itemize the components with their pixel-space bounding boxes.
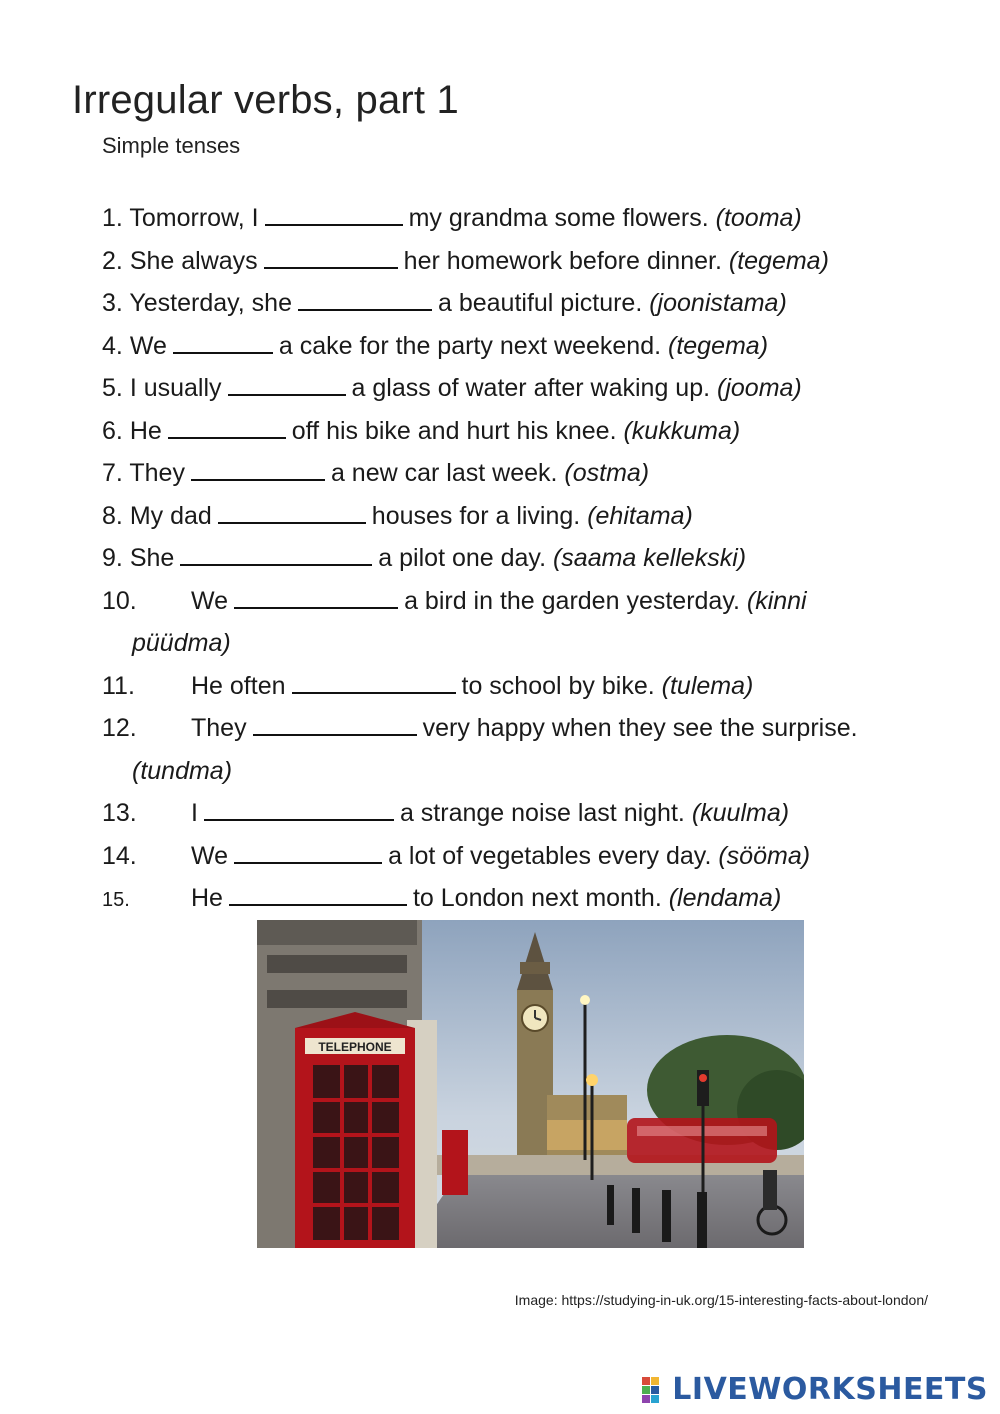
verb-hint: (jooma) bbox=[717, 374, 802, 402]
exercise-number: 11. bbox=[102, 671, 135, 700]
answer-blank[interactable] bbox=[173, 330, 273, 354]
exercise-item bbox=[102, 367, 942, 410]
exercise-text-before: We bbox=[191, 841, 229, 870]
exercise-number: 6. bbox=[102, 416, 123, 445]
verb-hint: (lendama) bbox=[668, 884, 782, 912]
exercise-text-before: She bbox=[129, 544, 175, 572]
exercise-number: 10. bbox=[102, 586, 137, 615]
exercise-item bbox=[102, 835, 942, 878]
exercise-text-after: a strange noise last night. bbox=[399, 799, 685, 827]
verb-hint: (ehitama) bbox=[587, 501, 693, 530]
exercise-list bbox=[102, 197, 942, 922]
exercise-item bbox=[102, 792, 942, 835]
answer-blank[interactable] bbox=[180, 542, 372, 566]
answer-blank[interactable] bbox=[234, 585, 398, 609]
exercise-text-after: a bird in the garden yesterday. bbox=[404, 586, 740, 615]
answer-blank[interactable] bbox=[292, 670, 456, 694]
exercise-text-before: Yesterday, she bbox=[129, 289, 292, 317]
exercise-item bbox=[102, 707, 942, 792]
verb-hint: (sööma) bbox=[718, 841, 811, 870]
exercise-item bbox=[102, 495, 942, 538]
answer-blank[interactable] bbox=[265, 202, 403, 226]
verb-hint: (joonistama) bbox=[649, 289, 787, 317]
exercise-text-before: We bbox=[191, 586, 229, 615]
exercise-text-after: houses for a living. bbox=[371, 501, 581, 530]
verb-hint: (saama kellekski) bbox=[552, 544, 747, 572]
exercise-number: 4. bbox=[102, 331, 123, 360]
exercise-item bbox=[102, 197, 942, 240]
exercise-number: 9. bbox=[102, 544, 123, 572]
exercise-number: 14. bbox=[102, 841, 137, 870]
exercise-text-before: They bbox=[191, 714, 247, 742]
exercise-text-before: He bbox=[191, 884, 223, 912]
exercise-text-after: a new car last week. bbox=[330, 459, 558, 487]
answer-blank[interactable] bbox=[228, 372, 346, 396]
exercise-text-after: a cake for the party next weekend. bbox=[278, 331, 662, 360]
exercise-text-after: very happy when they see the surprise. bbox=[422, 714, 858, 742]
exercise-number: 8. bbox=[102, 501, 123, 530]
telephone-sign: TELEPHONE bbox=[318, 1040, 392, 1054]
exercise-item bbox=[102, 282, 942, 325]
liveworksheets-logo bbox=[642, 1372, 988, 1407]
exercise-text-before: My dad bbox=[129, 501, 212, 530]
exercise-text-after: a glass of water after waking up. bbox=[351, 374, 711, 402]
exercise-item bbox=[102, 325, 942, 368]
exercise-text-after: a lot of vegetables every day. bbox=[388, 841, 712, 870]
exercise-number: 2. bbox=[102, 246, 123, 275]
answer-blank[interactable] bbox=[234, 840, 382, 864]
small-telephone-box bbox=[442, 1130, 468, 1195]
answer-blank[interactable] bbox=[191, 457, 325, 481]
exercise-text-after: a pilot one day. bbox=[378, 544, 547, 572]
answer-blank[interactable] bbox=[253, 712, 417, 736]
verb-hint: (ostma) bbox=[564, 459, 650, 487]
exercise-item bbox=[102, 452, 942, 495]
exercise-text-before: She always bbox=[129, 246, 258, 275]
exercise-text-after: a beautiful picture. bbox=[437, 289, 643, 317]
exercise-text-after: my grandma some flowers. bbox=[408, 204, 709, 232]
verb-hint: (kuulma) bbox=[691, 799, 790, 827]
exercise-text-before: I usually bbox=[129, 374, 222, 402]
exercise-text-before: They bbox=[129, 459, 185, 487]
exercise-text-after: to school by bike. bbox=[461, 671, 655, 700]
exercise-text-before: I bbox=[191, 799, 198, 827]
answer-blank[interactable] bbox=[204, 797, 394, 821]
exercise-item bbox=[102, 240, 942, 283]
exercise-number: 3. bbox=[102, 289, 123, 317]
image-credit: Image: https://studying-in-uk.org/15-interesting-facts-about-london/ bbox=[514, 1292, 928, 1308]
exercise-item bbox=[102, 665, 942, 708]
exercise-number: 13. bbox=[102, 799, 137, 827]
exercise-item bbox=[102, 580, 942, 665]
exercise-number: 15. bbox=[102, 889, 130, 911]
exercise-text-before: Tomorrow, I bbox=[129, 204, 259, 232]
answer-blank[interactable] bbox=[298, 287, 432, 311]
liveworksheets-logo-icon bbox=[642, 1377, 668, 1403]
exercise-item bbox=[102, 410, 942, 453]
exercise-text-after: her homework before dinner. bbox=[403, 246, 722, 275]
brand-name: LIVEWORKSHEETS bbox=[672, 1372, 988, 1407]
verb-hint-continuation: püüdma) bbox=[132, 629, 231, 657]
verb-hint: (kukkuma) bbox=[623, 416, 741, 445]
exercise-text-before: We bbox=[129, 331, 167, 360]
verb-hint: (tulema) bbox=[661, 671, 754, 700]
verb-hint: (kinni bbox=[746, 586, 807, 615]
verb-hint-continuation: (tundma) bbox=[132, 756, 233, 785]
verb-hint: (tegema) bbox=[668, 331, 769, 360]
worksheet-title: Irregular verbs, part 1 bbox=[72, 78, 459, 122]
worksheet-subtitle: Simple tenses bbox=[102, 133, 241, 158]
answer-blank[interactable] bbox=[229, 882, 407, 906]
exercise-text-before: He bbox=[129, 416, 162, 445]
verb-hint: (tooma) bbox=[715, 204, 802, 232]
london-street-photo bbox=[257, 920, 804, 1248]
exercise-item bbox=[102, 537, 942, 580]
exercise-number: 5. bbox=[102, 374, 123, 402]
exercise-number: 12. bbox=[102, 714, 137, 742]
exercise-item bbox=[102, 877, 942, 922]
answer-blank[interactable] bbox=[168, 415, 286, 439]
red-telephone-box bbox=[295, 1012, 415, 1248]
exercise-text-after: to London next month. bbox=[412, 884, 662, 912]
exercise-number: 1. bbox=[102, 204, 123, 232]
exercise-text-before: He often bbox=[191, 671, 286, 700]
answer-blank[interactable] bbox=[264, 245, 398, 269]
verb-hint: (tegema) bbox=[728, 246, 829, 275]
exercise-number: 7. bbox=[102, 459, 123, 487]
exercise-text-after: off his bike and hurt his knee. bbox=[291, 416, 617, 445]
answer-blank[interactable] bbox=[218, 500, 366, 524]
